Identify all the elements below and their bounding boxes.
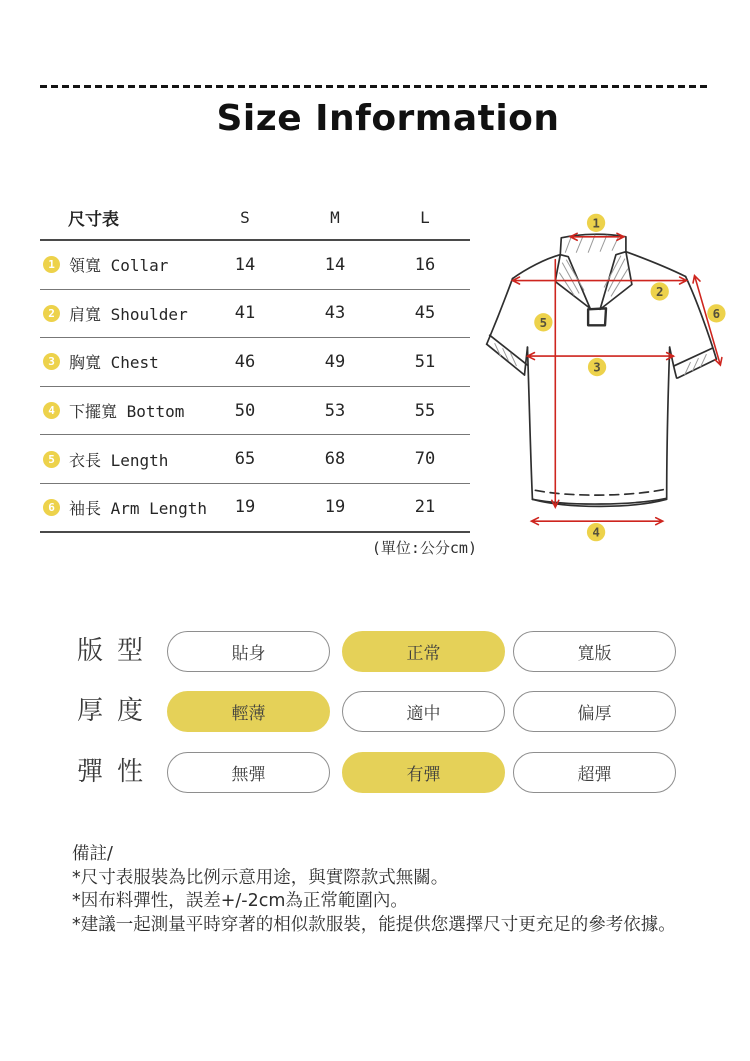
measure-name: 下擺寬 Bottom [69, 402, 185, 422]
thickness-option-thin: 輕薄 [167, 691, 330, 732]
row-number-badge: 3 [43, 353, 60, 370]
size-value: 14 [324, 254, 346, 275]
diagram-marker-5 [534, 313, 552, 331]
diagram-marker-3 [588, 358, 606, 376]
measure-name: 肩寬 Shoulder [69, 304, 188, 324]
size-value: 43 [324, 303, 346, 324]
attr-row-elasticity [0, 752, 750, 793]
diagram-marker-6 [707, 304, 725, 322]
size-value: 53 [324, 400, 346, 421]
size-value: 51 [414, 351, 436, 372]
size-value: 45 [414, 303, 436, 324]
row-number-badge: 2 [43, 305, 60, 322]
size-value: 19 [234, 497, 256, 518]
size-value: 68 [324, 449, 346, 470]
column-header-s: S [240, 208, 250, 227]
table-row-chest [40, 338, 470, 387]
attr-label-fit: 版型 [77, 636, 158, 666]
svg-text:2: 2 [655, 283, 664, 299]
fit-option-slim: 貼身 [167, 631, 330, 672]
svg-text:5: 5 [539, 314, 548, 330]
notes-block [72, 843, 676, 937]
size-value: 14 [234, 254, 256, 275]
size-value: 65 [234, 449, 256, 470]
row-number-badge: 5 [43, 451, 60, 468]
elasticity-option-some: 有彈 [342, 752, 505, 793]
size-value: 16 [414, 254, 436, 275]
shirt-measurement-diagram [468, 196, 750, 554]
measure-name: 領寬 Collar [69, 256, 169, 276]
unit-note: (單位:公分cm) [371, 539, 477, 557]
table-row-length [40, 435, 470, 484]
thickness-option-medium: 適中 [342, 691, 505, 732]
size-value: 21 [414, 497, 436, 518]
size-value: 50 [234, 400, 256, 421]
size-value: 49 [324, 351, 346, 372]
fit-option-regular: 正常 [342, 631, 505, 672]
attr-label-elasticity: 彈性 [77, 757, 158, 787]
page-title: Size Information [216, 98, 560, 139]
svg-text:3: 3 [593, 359, 601, 375]
table-row-shoulder [40, 290, 470, 339]
size-table [40, 196, 470, 533]
size-value: 70 [414, 449, 436, 470]
attr-row-thickness [0, 691, 750, 732]
notes-title: 備註/ [72, 844, 113, 864]
top-dashed-divider [40, 85, 710, 88]
attr-row-fit [0, 631, 750, 672]
size-value: 46 [234, 351, 256, 372]
size-table-header [40, 196, 470, 241]
row-number-badge: 1 [43, 256, 60, 273]
diagram-marker-2 [651, 282, 669, 300]
svg-text:1: 1 [592, 215, 600, 231]
svg-text:6: 6 [712, 305, 721, 321]
diagram-marker-1 [587, 214, 605, 232]
table-row-arm-length [40, 484, 470, 533]
elasticity-option-super: 超彈 [513, 752, 676, 793]
note-line-1: *尺寸表服裝為比例示意用途，與實際款式無關。 [72, 867, 449, 888]
note-line-3: *建議一起測量平時穿著的相似款服裝，能提供您選擇尺寸更充足的參考依據。 [72, 914, 676, 935]
row-number-badge: 4 [43, 402, 60, 419]
note-line-2: *因布料彈性，誤差+/-2cm為正常範圍內。 [72, 891, 408, 911]
measure-name: 胸寬 Chest [69, 353, 159, 373]
size-table-title: 尺寸表 [68, 210, 119, 230]
table-row-collar [40, 241, 470, 290]
attr-label-thickness: 厚度 [77, 696, 158, 726]
row-number-badge: 6 [43, 499, 60, 516]
column-header-m: M [330, 208, 340, 227]
size-value: 41 [234, 303, 256, 324]
fit-option-loose: 寬版 [513, 631, 676, 672]
column-header-l: L [420, 208, 430, 227]
size-value: 19 [324, 497, 346, 518]
thickness-option-thick: 偏厚 [513, 691, 676, 732]
table-row-bottom [40, 387, 470, 436]
measure-name: 衣長 Length [69, 450, 169, 470]
measure-name: 袖長 Arm Length [69, 498, 207, 518]
size-value: 55 [414, 400, 436, 421]
svg-text:4: 4 [592, 524, 600, 540]
diagram-marker-4 [587, 523, 605, 541]
elasticity-option-none: 無彈 [167, 752, 330, 793]
